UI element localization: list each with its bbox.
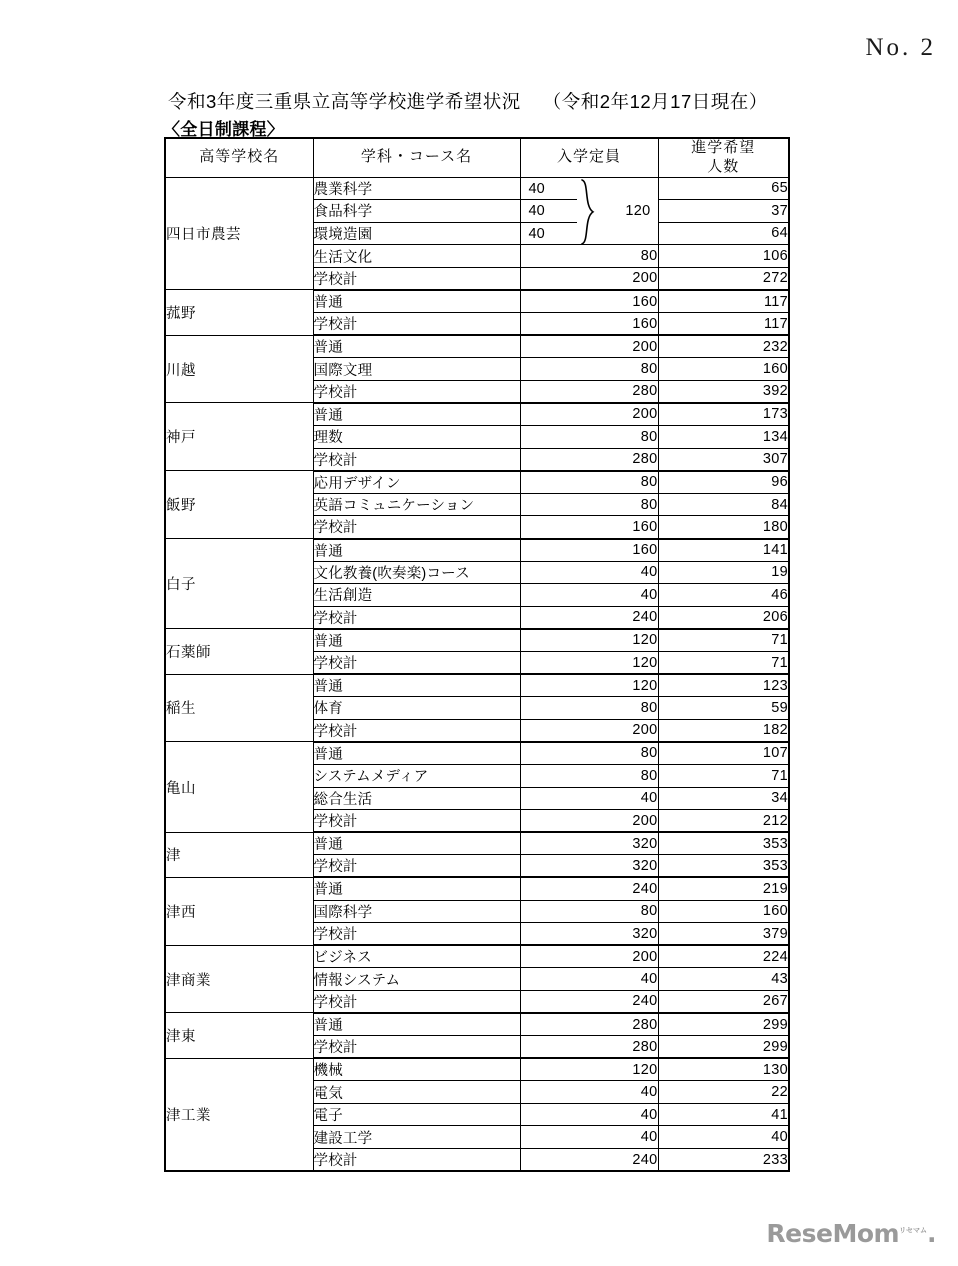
table-row (165, 832, 789, 855)
capacity-cell: 200 (520, 335, 658, 358)
capacity-cell: 80 (520, 697, 658, 720)
applicants-cell: 272 (658, 267, 789, 290)
capacity-cell: 280 (520, 1036, 658, 1059)
applicants-cell: 117 (658, 290, 789, 313)
course-name-cell: 機械 (313, 1058, 520, 1081)
capacity-group-total: 120 (625, 202, 651, 219)
applicants-cell: 84 (658, 493, 789, 516)
applicants-cell: 40 (658, 1126, 789, 1149)
school-name-cell: 稲生 (165, 674, 313, 742)
course-name-cell: システムメディア (313, 764, 520, 787)
capacity-cell: 80 (520, 742, 658, 765)
course-name-cell: 普通 (313, 1013, 520, 1036)
table-row (165, 1013, 789, 1036)
enrollment-table (164, 137, 790, 1172)
course-name-cell: 普通 (313, 335, 520, 358)
applicants-cell: 160 (658, 900, 789, 923)
capacity-cell: 160 (520, 539, 658, 562)
applicants-cell: 46 (658, 584, 789, 607)
applicants-cell: 299 (658, 1036, 789, 1059)
applicants-cell: 180 (658, 516, 789, 539)
table-body (165, 177, 789, 1171)
applicants-cell: 130 (658, 1058, 789, 1081)
document-subtitle: 〈全日制課程〉 (163, 120, 285, 139)
table-row (165, 403, 789, 426)
course-name-cell: 普通 (313, 674, 520, 697)
capacity-cell: 320 (520, 855, 658, 878)
watermark-dot: . (927, 1219, 936, 1248)
school-total-label-cell: 学校計 (313, 516, 520, 539)
course-name-cell: 英語コミュニケーション (313, 493, 520, 516)
school-name-cell: 菰野 (165, 290, 313, 335)
capacity-cell: 120 (520, 674, 658, 697)
capacity-cell: 160 (520, 290, 658, 313)
school-name-cell: 飯野 (165, 471, 313, 539)
capacity-value: 40 (521, 178, 577, 201)
school-total-label-cell: 学校計 (313, 855, 520, 878)
applicants-cell: 141 (658, 539, 789, 562)
course-name-cell: 生活文化 (313, 245, 520, 268)
table-row (165, 629, 789, 652)
applicants-cell: 96 (658, 471, 789, 494)
document-title (168, 88, 768, 114)
course-name-cell: 建設工学 (313, 1126, 520, 1149)
applicants-cell: 219 (658, 877, 789, 900)
table-header-row (165, 138, 789, 177)
capacity-cell: 80 (520, 471, 658, 494)
applicants-cell: 59 (658, 697, 789, 720)
applicants-cell: 37 (658, 200, 789, 223)
applicants-cell: 206 (658, 606, 789, 629)
capacity-cell: 40 (520, 787, 658, 810)
table-header (165, 138, 789, 177)
applicants-cell: 41 (658, 1103, 789, 1126)
watermark-tiny-text: リセマム (899, 1226, 927, 1235)
applicants-cell: 307 (658, 448, 789, 471)
school-total-label-cell: 学校計 (313, 1036, 520, 1059)
column-header-course: 学科・コース名 (313, 138, 520, 177)
capacity-braced-group-cell (520, 177, 658, 245)
school-total-label-cell: 学校計 (313, 923, 520, 946)
applicants-cell: 379 (658, 923, 789, 946)
applicants-cell: 43 (658, 968, 789, 991)
capacity-cell: 280 (520, 1013, 658, 1036)
applicants-cell: 173 (658, 403, 789, 426)
resemom-watermark (766, 1219, 936, 1248)
applicants-cell: 353 (658, 855, 789, 878)
course-name-cell: 農業科学 (313, 177, 520, 200)
school-name-cell: 津東 (165, 1013, 313, 1058)
applicants-cell: 106 (658, 245, 789, 268)
capacity-cell: 160 (520, 516, 658, 539)
capacity-cell: 80 (520, 245, 658, 268)
school-total-label-cell: 学校計 (313, 267, 520, 290)
school-name-cell: 白子 (165, 539, 313, 629)
school-name-cell: 亀山 (165, 742, 313, 832)
capacity-cell: 120 (520, 629, 658, 652)
capacity-cell: 200 (520, 945, 658, 968)
course-name-cell: 電子 (313, 1103, 520, 1126)
table-row (165, 290, 789, 313)
school-total-label-cell: 学校計 (313, 810, 520, 833)
capacity-cell: 200 (520, 719, 658, 742)
course-name-cell: ビジネス (313, 945, 520, 968)
capacity-cell: 320 (520, 923, 658, 946)
capacity-cell: 120 (520, 651, 658, 674)
school-name-cell: 川越 (165, 335, 313, 403)
capacity-cell: 80 (520, 426, 658, 449)
capacity-cell: 40 (520, 968, 658, 991)
applicants-cell: 71 (658, 651, 789, 674)
course-name-cell: 文化教養(吹奏楽)コース (313, 561, 520, 584)
school-total-label-cell: 学校計 (313, 651, 520, 674)
course-name-cell: 普通 (313, 877, 520, 900)
course-name-cell: 食品科学 (313, 200, 520, 223)
course-name-cell: 国際科学 (313, 900, 520, 923)
school-total-label-cell: 学校計 (313, 448, 520, 471)
capacity-cell: 80 (520, 493, 658, 516)
course-name-cell: 応用デザイン (313, 471, 520, 494)
capacity-cell: 40 (520, 1103, 658, 1126)
school-name-cell: 四日市農芸 (165, 177, 313, 290)
applicants-cell: 232 (658, 335, 789, 358)
table-row (165, 335, 789, 358)
column-header-applicants-line1: 進学希望 (691, 139, 756, 156)
capacity-cell: 200 (520, 403, 658, 426)
course-name-cell: 理数 (313, 426, 520, 449)
applicants-cell: 299 (658, 1013, 789, 1036)
course-name-cell: 電気 (313, 1081, 520, 1104)
applicants-cell: 182 (658, 719, 789, 742)
school-total-label-cell: 学校計 (313, 606, 520, 629)
capacity-value: 40 (521, 200, 577, 223)
capacity-cell: 280 (520, 380, 658, 403)
applicants-cell: 392 (658, 380, 789, 403)
course-name-cell: 体育 (313, 697, 520, 720)
applicants-cell: 123 (658, 674, 789, 697)
course-name-cell: 普通 (313, 629, 520, 652)
table-row (165, 1058, 789, 1081)
school-total-label-cell: 学校計 (313, 719, 520, 742)
course-name-cell: 普通 (313, 742, 520, 765)
school-name-cell: 津西 (165, 877, 313, 945)
school-name-cell: 石薬師 (165, 629, 313, 674)
capacity-cell: 40 (520, 1081, 658, 1104)
applicants-cell: 71 (658, 629, 789, 652)
capacity-cell: 240 (520, 877, 658, 900)
column-header-applicants (658, 138, 789, 177)
applicants-cell: 134 (658, 426, 789, 449)
applicants-cell: 117 (658, 313, 789, 336)
applicants-cell: 64 (658, 222, 789, 245)
course-name-cell: 普通 (313, 290, 520, 313)
capacity-cell: 80 (520, 764, 658, 787)
capacity-cell: 240 (520, 1149, 658, 1172)
curly-brace-icon (579, 178, 601, 246)
applicants-cell: 212 (658, 810, 789, 833)
school-total-label-cell: 学校計 (313, 380, 520, 403)
school-name-cell: 津商業 (165, 945, 313, 1013)
course-name-cell: 総合生活 (313, 787, 520, 810)
applicants-cell: 160 (658, 358, 789, 381)
applicants-cell: 233 (658, 1149, 789, 1172)
applicants-cell: 267 (658, 990, 789, 1013)
applicants-cell: 107 (658, 742, 789, 765)
school-name-cell: 津工業 (165, 1058, 313, 1171)
capacity-cell: 240 (520, 990, 658, 1013)
column-header-school: 高等学校名 (165, 138, 313, 177)
table-row (165, 471, 789, 494)
school-total-label-cell: 学校計 (313, 313, 520, 336)
applicants-cell: 65 (658, 177, 789, 200)
school-total-label-cell: 学校計 (313, 1149, 520, 1172)
table-row (165, 177, 789, 200)
capacity-cell: 80 (520, 900, 658, 923)
capacity-cell: 40 (520, 561, 658, 584)
document-title-date: （令和2年12月17日現在） (542, 91, 768, 112)
capacity-value: 40 (528, 225, 545, 242)
capacity-cell: 200 (520, 267, 658, 290)
table-row (165, 674, 789, 697)
applicants-cell: 34 (658, 787, 789, 810)
capacity-cell: 160 (520, 313, 658, 336)
applicants-cell: 224 (658, 945, 789, 968)
school-total-label-cell: 学校計 (313, 990, 520, 1013)
capacity-cell: 80 (520, 358, 658, 381)
capacity-cell: 320 (520, 832, 658, 855)
table-row (165, 742, 789, 765)
capacity-cell: 240 (520, 606, 658, 629)
course-name-cell: 国際文理 (313, 358, 520, 381)
applicants-cell: 353 (658, 832, 789, 855)
capacity-cell: 120 (520, 1058, 658, 1081)
table-row (165, 945, 789, 968)
capacity-cell: 280 (520, 448, 658, 471)
applicants-cell: 19 (658, 561, 789, 584)
applicants-cell: 71 (658, 764, 789, 787)
capacity-cell: 40 (520, 584, 658, 607)
capacity-cell: 40 (520, 1126, 658, 1149)
course-name-cell: 環境造園 (313, 222, 520, 245)
table-row (165, 539, 789, 562)
course-name-cell: 情報システム (313, 968, 520, 991)
capacity-braced-values (521, 178, 577, 246)
column-header-applicants-line2: 人数 (707, 157, 740, 175)
course-name-cell: 生活創造 (313, 584, 520, 607)
school-name-cell: 神戸 (165, 403, 313, 471)
column-header-capacity: 入学定員 (520, 138, 658, 177)
page-number: No. 2 (865, 34, 936, 61)
school-name-cell: 津 (165, 832, 313, 877)
capacity-cell: 200 (520, 810, 658, 833)
table-row (165, 877, 789, 900)
applicants-cell: 22 (658, 1081, 789, 1104)
course-name-cell: 普通 (313, 832, 520, 855)
course-name-cell: 普通 (313, 539, 520, 562)
document-title-main: 令和3年度三重県立高等学校進学希望状況 (168, 91, 521, 112)
watermark-text: ReseMom (766, 1219, 900, 1248)
course-name-cell: 普通 (313, 403, 520, 426)
